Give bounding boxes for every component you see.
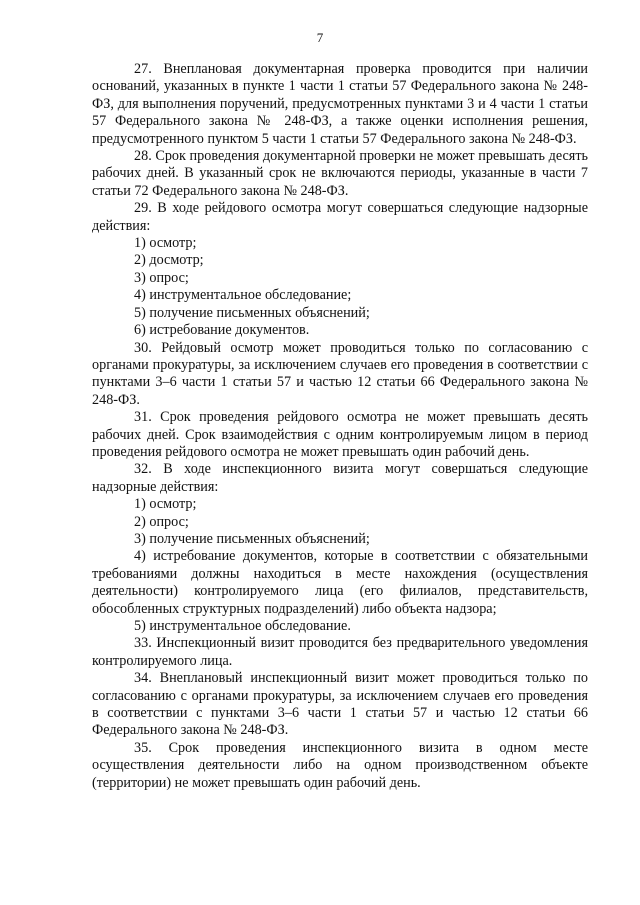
list-item: 1) осмотр; <box>134 235 197 252</box>
paragraph-34: 34. Внеплановый инспекционный визит может проводиться только по согласованию с органами прокуратуры, за исключением случаев его проведения в соответствии с пунктами 3–6 части 1 статьи 57 и частью 12 статьи 66 Федерального закона № 248-ФЗ. <box>92 670 588 739</box>
list-item: 5) получение письменных объяснений; <box>134 304 370 321</box>
page-number: 7 <box>316 30 324 45</box>
list-item: 3) опрос; <box>134 269 189 286</box>
document-body <box>92 61 588 792</box>
list-item: 4) инструментальное обследование; <box>134 287 352 304</box>
paragraph-27: 27. Внеплановая документарная проверка проводится при наличии оснований, указанных в пункте 1 части 1 статьи 57 Федерального закона № 248-ФЗ, для выполнения поручений, предусмотренных пунктами 3 и 4 части 1 статьи 57 Федерального закона № 248-ФЗ, а также оценки исполнения решения, предусмотренного пунктом 5 части 1 статьи 57 Федерального закона № 248-ФЗ. <box>92 61 588 147</box>
list-item: 4) истребование документов, которые в соответствии с обязательными требованиями должны находиться в месте нахождения (осуществления деятельности) контролируемого лица (его филиалов, представительств, обособленных структурных подразделений) либо объекта надзора; <box>92 548 588 617</box>
paragraph-30: 30. Рейдовый осмотр может проводиться только по согласованию с органами прокуратуры, за исключением случаев его проведения в соответствии с пунктами 3–6 части 1 статьи 57 и частью 12 статьи 66 Федерального закона № 248-ФЗ. <box>92 339 588 408</box>
list-item: 3) получение письменных объяснений; <box>134 530 370 547</box>
paragraph-35: 35. Срок проведения инспекционного визита в одном месте осуществления деятельности либо на одном производственном объекте (территории) не может превышать один рабочий день. <box>92 739 588 791</box>
paragraph-31: 31. Срок проведения рейдового осмотра не может превышать десять рабочих дней. Срок взаимодействия с одним контролируемым лицом в период проведения рейдового осмотра не может превышать один рабочий день. <box>92 409 588 460</box>
list-item: 5) инструментальное обследование. <box>134 618 351 634</box>
list-item: 6) истребование документов. <box>134 322 310 339</box>
list-item: 2) досмотр; <box>134 252 204 269</box>
paragraph-32: 32. В ходе инспекционного визита могут совершаться следующие надзорные действия: <box>92 461 588 495</box>
list-item: 1) осмотр; <box>134 496 197 513</box>
paragraph-29: 29. В ходе рейдового осмотра могут совершаться следующие надзорные действия: <box>92 200 588 234</box>
list-item: 2) опрос; <box>134 513 189 530</box>
paragraph-33: 33. Инспекционный визит проводится без предварительного уведомления контролируемого лица. <box>92 635 588 669</box>
paragraph-28: 28. Срок проведения документарной проверки не может превышать десять рабочих дней. В указанный срок не включаются периоды, указанные в части 7 статьи 72 Федерального закона № 248-ФЗ. <box>92 148 588 199</box>
